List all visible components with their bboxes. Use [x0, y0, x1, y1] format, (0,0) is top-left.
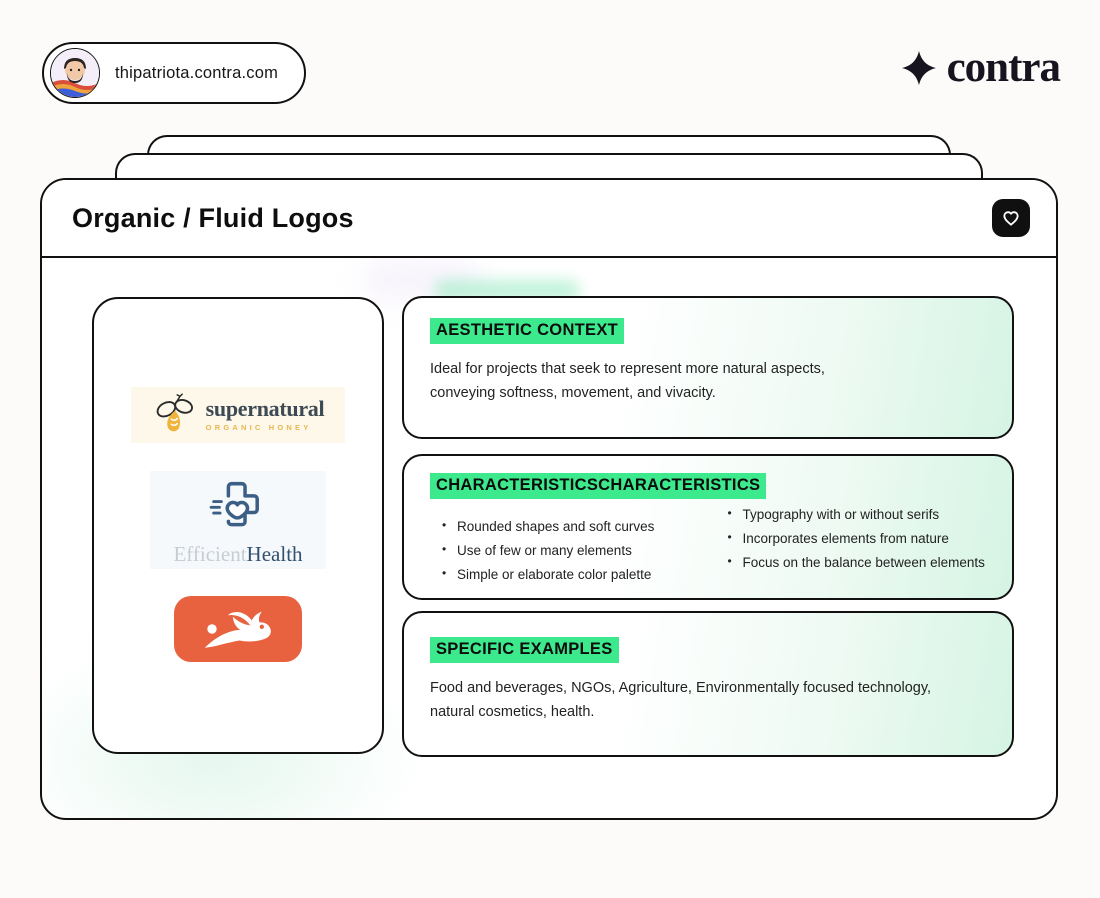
avatar [50, 48, 100, 98]
list-item: • Simple or elaborate color palette [442, 563, 728, 587]
flashcard [40, 178, 1058, 820]
logo-efficienthealth [150, 471, 326, 569]
logo-rabbit-app [174, 596, 302, 662]
medical-cross-heart-icon [206, 476, 270, 540]
section-heading: AESTHETIC CONTEXT [430, 318, 624, 344]
card-title: Organic / Fluid Logos [72, 202, 354, 233]
section-heading: SPECIFIC EXAMPLES [430, 637, 619, 663]
bee-icon [152, 392, 198, 438]
supernatural-tagline: ORGANIC HONEY [205, 423, 312, 433]
favorite-button[interactable] [992, 199, 1030, 237]
section-specific-examples [402, 611, 1014, 757]
efficienthealth-wordmark: EfficientHealth [173, 541, 303, 566]
bullet-list-left [442, 503, 728, 587]
list-item: • Incorporates elements from nature [728, 527, 987, 551]
list-item: • Rounded shapes and soft curves [442, 515, 728, 539]
logo-examples-panel [92, 297, 384, 754]
section-body: Ideal for projects that seek to represent more natural aspects, conveying softness, movement, and vivacity. [430, 361, 825, 402]
profile-url[interactable]: thipatriota.contra.com [115, 63, 279, 82]
bullet-list-right [728, 503, 987, 587]
heart-icon [1001, 208, 1021, 228]
section-body: Food and beverages, NGOs, Agriculture, Environmentally focused technology, natural cosmetics, health. [430, 680, 932, 721]
list-item: • Focus on the balance between elements [728, 551, 987, 575]
section-characteristics [402, 454, 1014, 600]
card-header [42, 180, 1056, 258]
contra-wordmark: contra [946, 44, 1060, 91]
list-item: • Use of few or many elements [442, 539, 728, 563]
leaping-rabbit-icon [194, 603, 282, 655]
section-aesthetic-context [402, 296, 1014, 439]
profile-badge[interactable] [42, 42, 306, 104]
supernatural-wordmark: supernatural [205, 396, 325, 422]
list-item: • Typography with or without serifs [728, 503, 987, 527]
characteristics-columns [430, 503, 986, 587]
contra-brand [901, 46, 1060, 89]
contra-star-icon [901, 50, 937, 86]
logo-supernatural [131, 387, 345, 443]
section-heading: CHARACTERISTICSCHARACTERISTICS [430, 473, 766, 499]
